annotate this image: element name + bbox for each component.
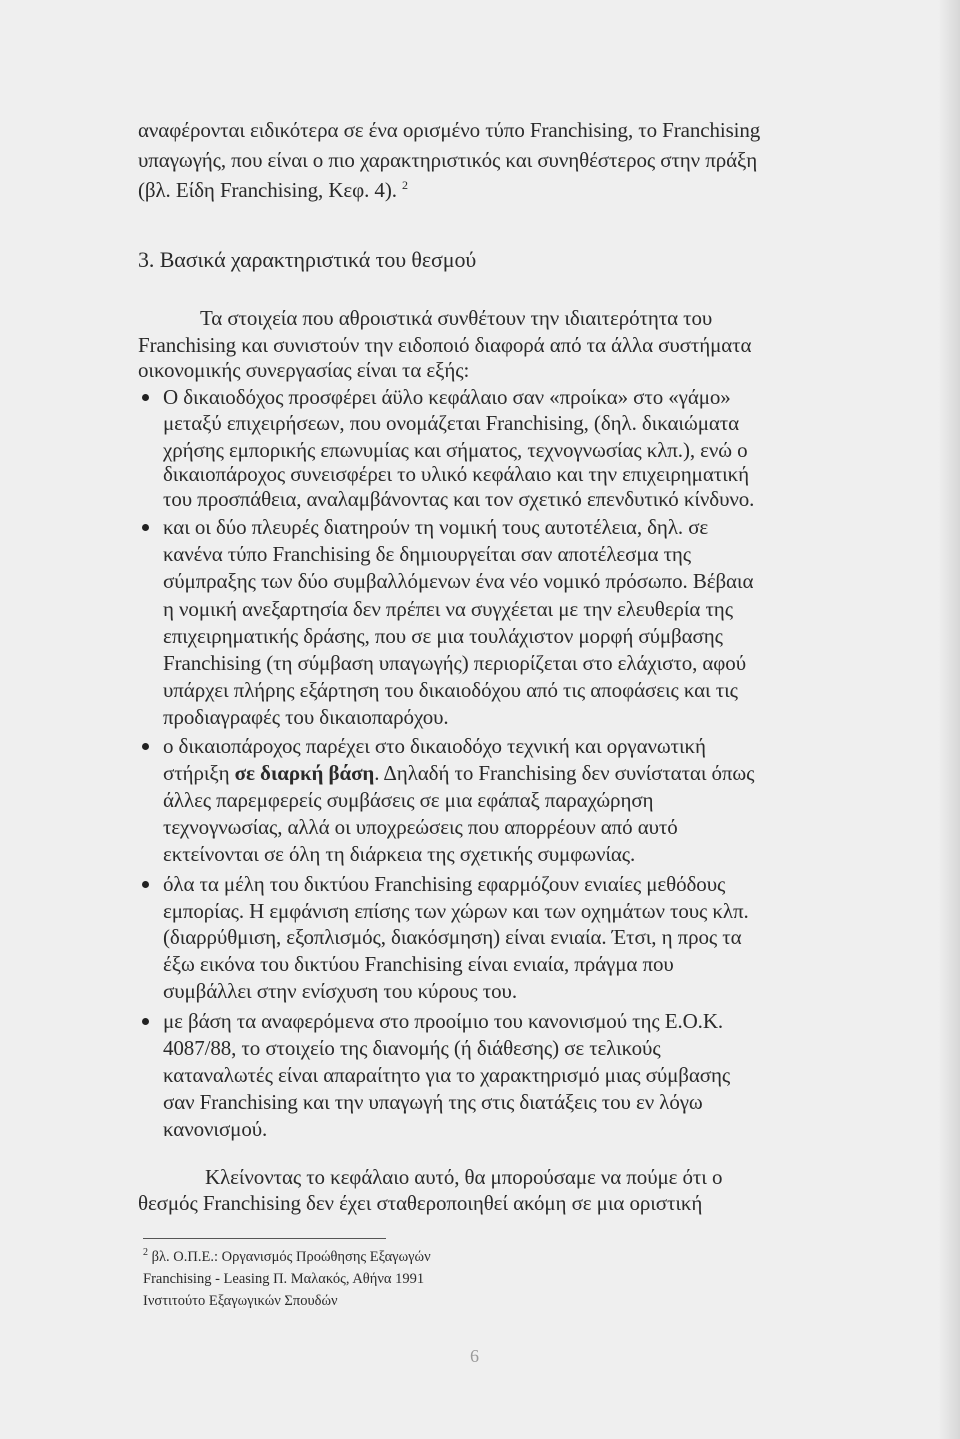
text-line: κανονισμού. bbox=[163, 1117, 268, 1141]
text-line: θεσμός Franchising δεν έχει σταθεροποιηθεί ακόμη σε μια οριστική bbox=[138, 1191, 703, 1215]
text-line: επιχειρηματικής δράσης, που σε μια τουλάχιστον μορφή σύμβασης bbox=[163, 624, 723, 648]
text-line: τεχνογνωσίας, αλλά οι υποχρεώσεις που απορρέουν από αυτό bbox=[163, 815, 678, 839]
text-line: (βλ. Είδη Franchising, Κεφ. 4). $^2$ bbox=[138, 178, 408, 202]
text-line: ο δικαιοπάροχος παρέχει στο δικαιοδόχο τεχνική και οργανωτική bbox=[163, 734, 706, 758]
footnote-line: Franchising - Leasing Π. Μαλακός, Αθήνα 1991 bbox=[143, 1271, 425, 1287]
bullet-icon bbox=[142, 524, 149, 531]
text-line: Ο δικαιοδόχος προσφέρει άϋλο κεφάλαιο σαν «προίκα» στο «γάμο» bbox=[163, 385, 731, 409]
text-line: προδιαγραφές του δικαιοπαρόχου. bbox=[163, 705, 449, 729]
text-line: υπάρχει πλήρης εξάρτηση του δικαιοδόχου από τις αποφάσεις και τις bbox=[163, 678, 738, 702]
footnote-marker: 2 bbox=[402, 178, 408, 192]
text-line: δικαιοπάροχος συνεισφέρει το υλικό κεφάλαιο και την επιχειρηματική bbox=[163, 462, 749, 486]
section-heading: 3. Βασικά χαρακτηριστικά του θεσμού bbox=[138, 247, 477, 272]
text-line: καταναλωτές είναι απαραίτητο για το χαρακτηρισμό μιας σύμβασης bbox=[163, 1063, 731, 1087]
text-line: εμπορίας. Η εμφάνιση επίσης των χώρων και των οχημάτων τους κλπ. bbox=[163, 899, 749, 923]
footnote-line: Ινστιτούτο Εξαγωγικών Σπουδών bbox=[143, 1293, 338, 1309]
bullet-icon bbox=[142, 881, 149, 888]
text-line: Κλείνοντας το κεφάλαιο αυτό, θα μπορούσαμε να πούμε ότι ο bbox=[205, 1165, 723, 1189]
text-line: (διαρρύθμιση, εξοπλισμός, διακόσμηση) είναι ενιαία. Έτσι, η προς τα bbox=[163, 925, 742, 949]
text-line: 4087/88, το στοιχείο της διανομής (ή διάθεσης) σε τελικούς bbox=[163, 1036, 661, 1060]
text-line: κανένα τύπο Franchising δε δημιουργείται σαν αποτέλεσμα της bbox=[163, 542, 692, 566]
page-number: 6 bbox=[470, 1346, 479, 1366]
footnote-line: $^2$ βλ. Ο.Π.Ε.: Οργανισμός Προώθησης Εξαγωγών bbox=[143, 1247, 431, 1265]
text-line: αναφέρονται ειδικότερα σε ένα ορισμένο τύπο Franchising, το Franchising bbox=[138, 118, 761, 142]
bullet-icon bbox=[142, 743, 149, 750]
text-line: υπαγωγής, που είναι ο πιο χαρακτηριστικός και συνηθέστερος στην πράξη bbox=[138, 148, 758, 172]
text-line: εκτείνονται σε όλη τη διάρκεια της σχετικής συμφωνίας. bbox=[163, 842, 636, 866]
text-line: του προσπάθεια, αναλαμβάνοντας και τον σχετικό επενδυτικό κίνδυνο. bbox=[163, 487, 755, 511]
text-line: και οι δύο πλευρές διατηρούν τη νομική τους αυτοτέλεια, δηλ. σε bbox=[163, 515, 709, 539]
text-line: άλλες παρεμφερείς συμβάσεις σε μια εφάπαξ παραχώρηση bbox=[163, 788, 654, 812]
text-line: η νομική ανεξαρτησία δεν πρέπει να συγχέεται με την ελευθερία της bbox=[163, 597, 733, 621]
text-line: χρήσης εμπορικής επωνυμίας και σήματος, τεχνογνωσίας κλπ.), ενώ ο bbox=[163, 438, 748, 462]
text-line: Τα στοιχεία που αθροιστικά συνθέτουν την ιδιαιτερότητα του bbox=[200, 306, 713, 330]
bullet-icon bbox=[142, 394, 149, 401]
text-line: σύμπραξης των δύο συμβαλλόμενων ένα νέο νομικό πρόσωπο. Βέβαια bbox=[163, 569, 754, 593]
text-line: συμβάλλει στην ενίσχυση του κύρους του. bbox=[163, 979, 517, 1003]
scan-edge-shadow bbox=[938, 0, 960, 1439]
bullet-icon bbox=[142, 1018, 149, 1025]
text-line: στήριξη σε διαρκή βάση. Δηλαδή το Franchising δεν συνίσταται όπως bbox=[163, 761, 755, 785]
text-line: σαν Franchising και την υπαγωγή της στις διατάξεις του εν λόγω bbox=[163, 1090, 703, 1114]
text-line: μεταξύ επιχειρήσεων, που ονομάζεται Franchising, (δηλ. δικαιώματα bbox=[163, 411, 739, 435]
text-line: Franchising (τη σύμβαση υπαγωγής) περιορίζεται στο ελάχιστο, αφού bbox=[163, 651, 747, 675]
text-line: με βάση τα αναφερόμενα στο προοίμιο του κανονισμού της Ε.Ο.Κ. bbox=[163, 1009, 724, 1033]
text-line: οικονομικής συνεργασίας είναι τα εξής: bbox=[138, 358, 470, 382]
text-line: Franchising και συνιστούν την ειδοποιό διαφορά από τα άλλα συστήματα bbox=[138, 333, 752, 357]
text-line: έξω εικόνα του δικτύου Franchising είναι ενιαία, πράγμα που bbox=[163, 952, 674, 976]
text-line: όλα τα μέλη του δικτύου Franchising εφαρμόζουν ενιαίες μεθόδους bbox=[163, 872, 726, 896]
footnote-rule bbox=[143, 1238, 386, 1239]
